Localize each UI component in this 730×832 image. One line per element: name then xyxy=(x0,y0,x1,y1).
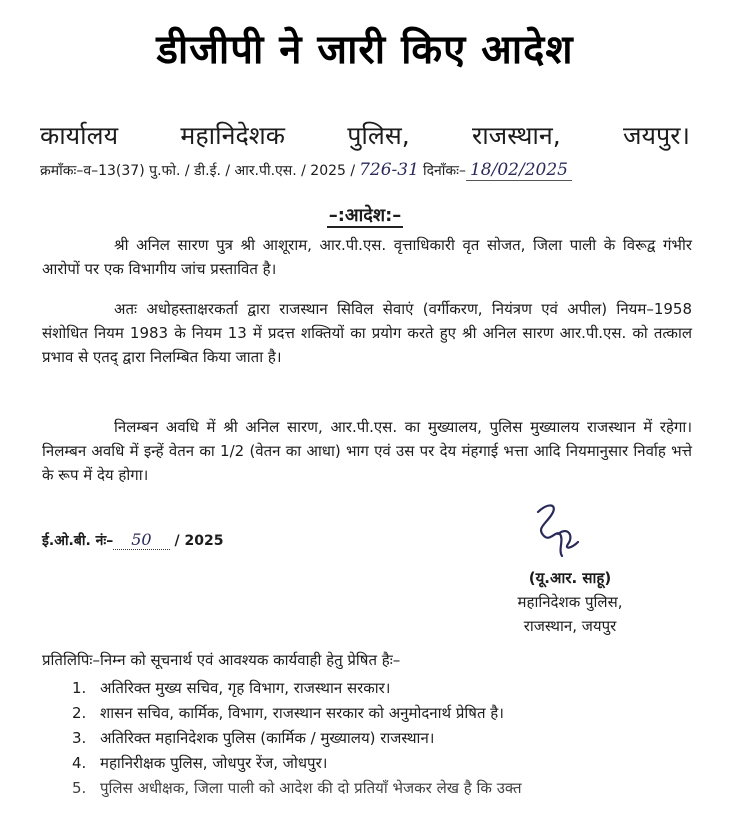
order-title-text: –:आदेश:– xyxy=(328,205,402,226)
office-word: राजस्थान, xyxy=(471,121,561,150)
copy-list xyxy=(72,676,504,776)
list-item-number: 3. xyxy=(72,729,87,747)
signer-designation: महानिदेशक पुलिस, xyxy=(517,593,623,611)
list-item-text: महानिरीक्षक पुलिस, जोधपुर रेंज, जोधपुर। xyxy=(100,754,328,772)
reference-prefix: क्रमाँकः–व–13(37) पु.फो. / डी.ई. / आर.पी.एस. / 2025 / xyxy=(40,163,356,179)
list-item-number: 2. xyxy=(72,704,87,722)
headline: डीजीपी ने जारी किए आदेश xyxy=(156,27,574,73)
copy-intro: प्रतिलिपिः–निम्न को सूचनार्थ एवं आवश्यक कार्यवाही हेतु प्रेषित हैः– xyxy=(42,651,401,669)
eob-number: 50 xyxy=(113,530,169,550)
signature-mark xyxy=(528,500,588,560)
signer-location: राजस्थान, जयपुर xyxy=(523,617,617,635)
handwritten-dispatch-number: 726-31 xyxy=(359,160,419,180)
list-item xyxy=(72,676,504,701)
office-word: जयपुर। xyxy=(623,121,690,150)
date-label: दिनाँकः– xyxy=(422,163,466,179)
office-word: महानिदेशक xyxy=(180,121,285,150)
signer-block xyxy=(480,566,660,638)
eob-year: / 2025 xyxy=(174,533,224,549)
list-item xyxy=(72,701,504,726)
list-item xyxy=(72,726,504,751)
list-item-text: शासन सचिव, कार्मिक, विभाग, राजस्थान सरकार को अनुमोदनार्थ प्रेषित है। xyxy=(100,704,504,722)
handwritten-date: 18/02/2025 xyxy=(466,160,572,181)
list-item-text: अतिरिक्त मुख्य सचिव, गृह विभाग, राजस्थान सरकार। xyxy=(100,679,391,697)
order-paragraph-1: श्री अनिल सारण पुत्र श्री आशूराम, आर.पी.एस. वृत्ताधिकारी वृत सोजत, जिला पाली के विरूद्व गंभीर आरोपों पर एक विभागीय जांच प्रस्तावित है। xyxy=(42,236,692,278)
list-item xyxy=(72,751,504,776)
office-word: कार्यालय xyxy=(40,121,119,150)
list-item-text: पुलिस अधीक्षक, जिला पाली को आदेश की दो प्रतियाँ भेजकर लेख है कि उक्त xyxy=(100,779,522,797)
eob-line xyxy=(42,530,223,550)
list-item-number: 4. xyxy=(72,754,87,772)
signer-name: (यू.आर. साहू) xyxy=(528,569,612,587)
list-item-text: अतिरिक्त महानिदेशक पुलिस (कार्मिक / मुख्यालय) राजस्थान। xyxy=(100,729,435,747)
order-paragraph-2: अतः अधोहस्ताक्षरकर्ता द्वारा राजस्थान सिविल सेवाएं (वर्गीकरण, नियंत्रण एवं अपील) नियम–1958 संशोधित नियम 1983 के नियम 13 में प्रदत्त शक्तियों का प्रयोग करते हुए श्री अनिल सारण आर.पी.एस. को तत्काल प्रभाव से एतद् द्वारा निलम्बित किया जाता है। xyxy=(42,300,692,366)
cut-off-list-item xyxy=(72,778,522,798)
office-word: पुलिस, xyxy=(347,121,410,150)
reference-line xyxy=(40,160,572,181)
eob-label: ई.ओ.बी. नंः– xyxy=(42,533,114,549)
list-item-number: 5. xyxy=(72,779,87,797)
order-paragraph-3: निलम्बन अवधि में श्री अनिल सारण, आर.पी.एस. का मुख्यालय, पुलिस मुख्यालय राजस्थान में रहेगा। निलम्बन अवधि में इन्हें वेतन का 1/2 (वेतन का आधा) भाग एवं उस पर देय मंहगाई भत्ता आदि नियमानुसार निर्वाह भत्ते के रूप में देय होगा। xyxy=(42,418,692,484)
order-title xyxy=(0,203,730,227)
list-item-number: 1. xyxy=(72,679,87,697)
office-header xyxy=(40,118,690,152)
